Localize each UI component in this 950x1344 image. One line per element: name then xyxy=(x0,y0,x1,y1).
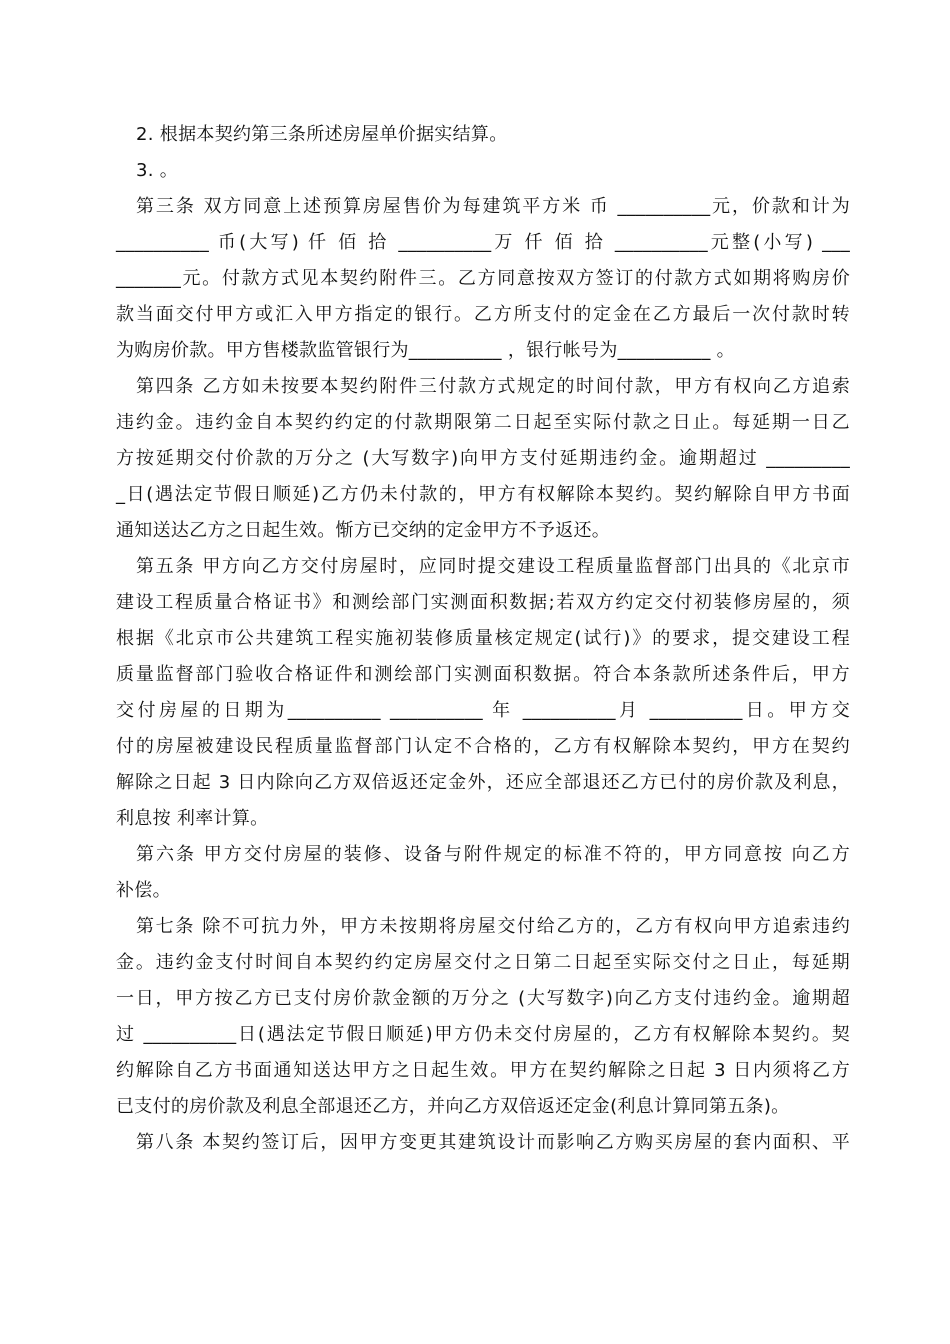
text-line: 约解除自乙方书面通知送达甲方之日起生效。甲方在契约解除之日起 3 日内须将乙方 xyxy=(116,1060,850,1081)
article-5-heading-line: 第五条 甲方向乙方交付房屋时，应同时提交建设工程质量监督部门出具的《北京市 xyxy=(136,556,850,577)
text-line: _日(遇法定节假日顺延)乙方仍未付款的，甲方有权解除本契约。契约解除自甲方书面 xyxy=(116,484,850,505)
text-line: 方按延期交付价款的万分之 (大写数字)向甲方支付延期违约金。逾期超过 _________ xyxy=(116,448,850,469)
text-line: 一日，甲方按乙方已支付房价款金额的万分之 (大写数字)向乙方支付违约金。逾期超 xyxy=(116,988,850,1009)
text-line: 3. 。 xyxy=(136,160,179,181)
text-line: 根据《北京市公共建筑工程实施初装修质量核定规定(试行)》的要求，提交建设工程 xyxy=(116,628,850,649)
article-4-heading-line: 第四条 乙方如未按要本契约附件三付款方式规定的时间付款，甲方有权向乙方追索 xyxy=(136,376,850,397)
text-line: 建设工程质量合格证书》和测绘部门实测面积数据;若双方约定交付初装修房屋的，须 xyxy=(116,592,850,613)
article-3-heading-line: 第三条 双方同意上述预算房屋售价为每建筑平方米 币 __________元，价款和计为 xyxy=(136,196,850,217)
article-6-heading-line: 第六条 甲方交付房屋的装修、设备与附件规定的标准不符的，甲方同意按 向乙方 xyxy=(136,844,850,865)
text-line: 通知送达乙方之日起生效。惭方已交纳的定金甲方不予返还。 xyxy=(116,520,611,541)
article-8-heading-line: 第八条 本契约签订后，因甲方变更其建筑设计而影响乙方购买房屋的套内面积、平 xyxy=(136,1132,850,1153)
text-line: 为购房价款。甲方售楼款监管银行为__________ ，银行帐号为__________ 。 xyxy=(116,340,735,361)
text-line: 金。违约金支付时间自本契约约定房屋交付之日第二日起至实际交付之日止，每延期 xyxy=(116,952,850,973)
text-line: 利息按 利率计算。 xyxy=(116,808,269,829)
text-line: 款当面交付甲方或汇入甲方指定的银行。乙方所支付的定金在乙方最后一次付款时转 xyxy=(116,304,850,325)
text-line: 过 __________日(遇法定节假日顺延)甲方仍未交付房屋的，乙方有权解除本契约。契 xyxy=(116,1024,850,1045)
text-line: 已支付的房价款及利息全部退还乙方，并向乙方双倍返还定金(利息计算同第五条)。 xyxy=(116,1096,790,1117)
text-line: 解除之日起 3 日内除向乙方双倍返还定金外，还应全部退还乙方已付的房价款及利息， xyxy=(116,772,850,793)
text-line: _______元。付款方式见本契约附件三。乙方同意按双方签订的付款方式如期将购房价 xyxy=(116,268,850,289)
text-line: 质量监督部门验收合格证件和测绘部门实测面积数据。符合本条款所述条件后，甲方 xyxy=(116,664,850,685)
text-line: 违约金。违约金自本契约约定的付款期限第二日起至实际付款之日止。每延期一日乙 xyxy=(116,412,850,433)
text-line: 付的房屋被建设民程质量监督部门认定不合格的，乙方有权解除本契约，甲方在契约 xyxy=(116,736,850,757)
text-line: 2. 根据本契约第三条所述房屋单价据实结算。 xyxy=(136,124,508,145)
text-line: 补偿。 xyxy=(116,880,171,901)
text-line: __________ 币(大写) 仟 佰 拾 __________万 仟 佰 拾 __________元整(小写) ___ xyxy=(116,232,850,253)
document-body xyxy=(116,117,850,1161)
text-line: 交付房屋的日期为__________ __________ 年 __________月 __________日。甲方交 xyxy=(116,700,850,721)
article-7-heading-line: 第七条 除不可抗力外，甲方未按期将房屋交付给乙方的，乙方有权向甲方追索违约 xyxy=(136,916,850,937)
